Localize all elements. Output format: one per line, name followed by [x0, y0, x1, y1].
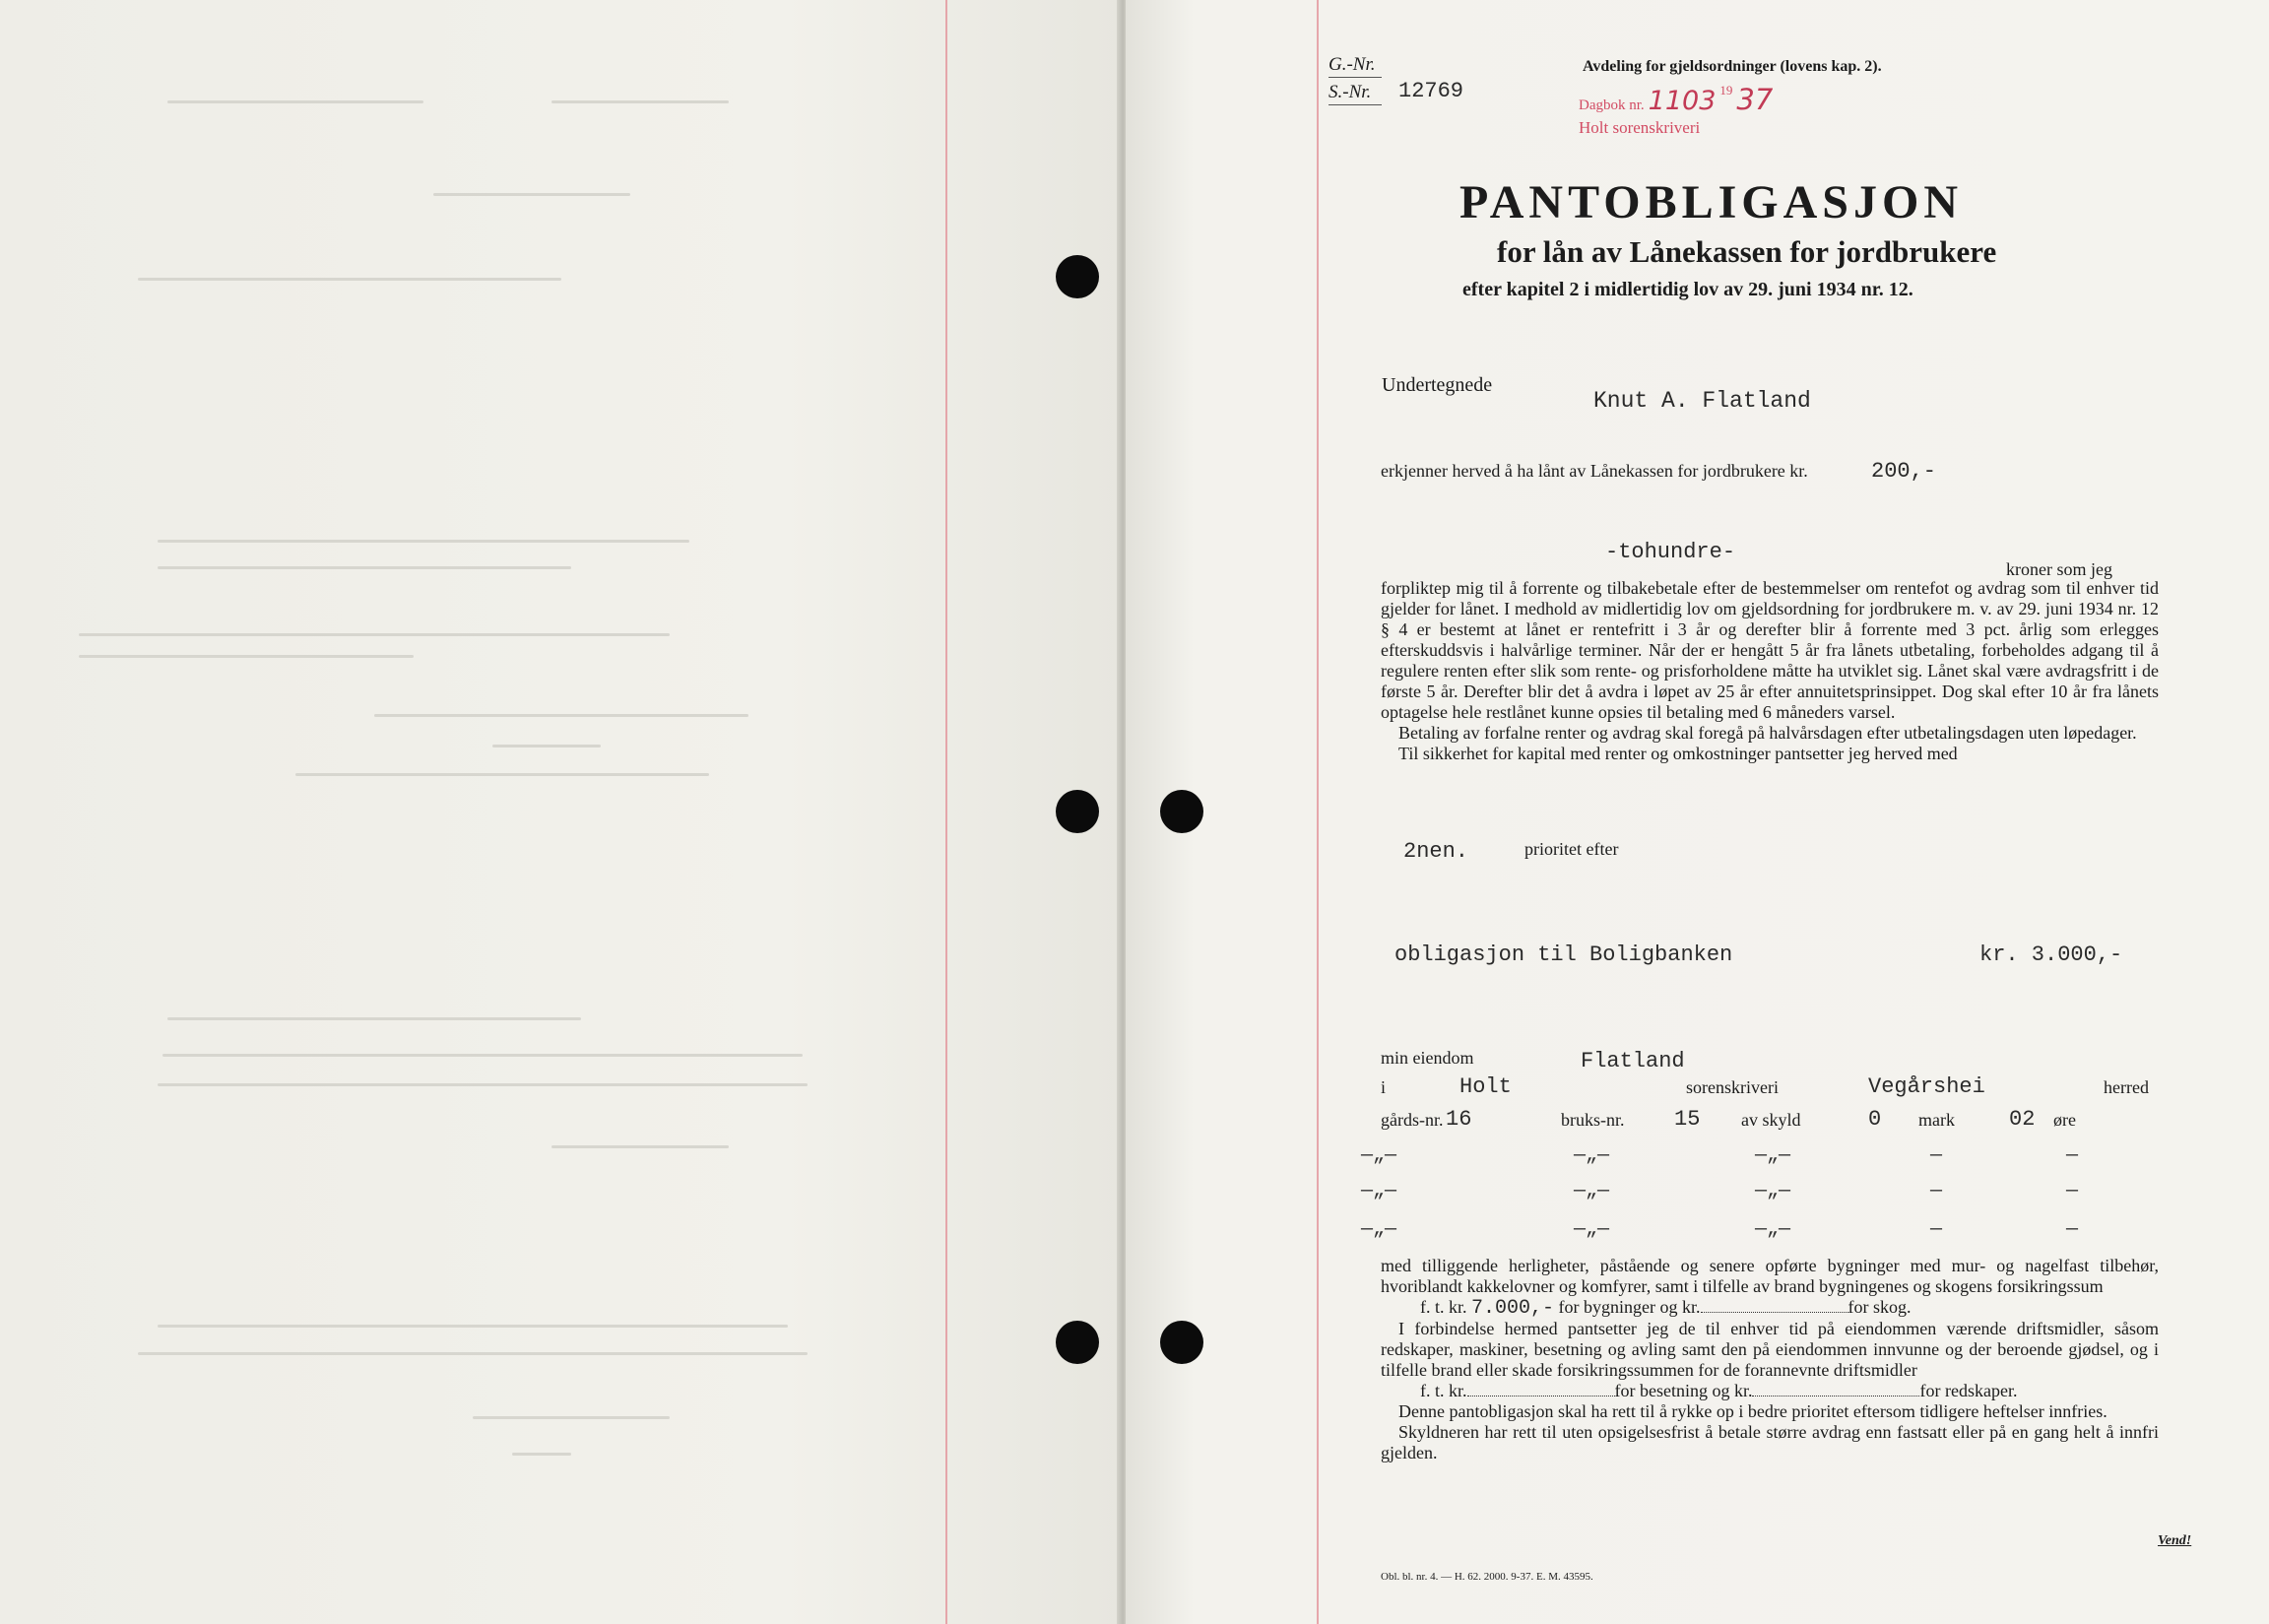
loan-amount: 200,- [1871, 459, 1937, 484]
dagbok-year-prefix: 19 [1719, 83, 1733, 97]
min-eiendom-label: min eiendom [1381, 1048, 1474, 1068]
s-nr-underline [1329, 104, 1382, 105]
mark-label: mark [1918, 1110, 1955, 1130]
debtor-name: Knut A. Flatland [1593, 388, 1811, 414]
dagbok-year: 37 [1736, 83, 1774, 116]
turn-over-note: Vend! [2158, 1533, 2192, 1548]
ft-kr-label: f. t. kr. [1420, 1297, 1467, 1317]
municipality: Vegårshei [1868, 1074, 1985, 1099]
ditto-mark: —„— [1755, 1180, 1791, 1202]
for-redskaper-label: for redskaper. [1919, 1381, 2018, 1400]
for-besetning-label: for besetning og kr. [1614, 1381, 1753, 1400]
ditto-mark: —„— [1361, 1144, 1397, 1167]
insurance-paragraph: med tilliggende herligheter, påstående og senere opførte bygninger med mur- og nagelfast tilbehør, hvoriblandt kakkelovner og komfyrer, samt i tilfelle av brand bygningenes og skogens forsikringssum [1381, 1256, 2159, 1296]
gards-nr-value: 16 [1446, 1107, 1472, 1132]
district: Holt [1459, 1074, 1512, 1099]
ditto-mark: —„— [1574, 1218, 1610, 1241]
ft-kr-label: f. t. kr. [1420, 1381, 1467, 1400]
margin-line [1317, 0, 1319, 1624]
punch-hole [1056, 1321, 1099, 1364]
for-skog-label: for skog. [1848, 1297, 1912, 1317]
print-info: Obl. bl. nr. 4. — H. 62. 2000. 9-37. E. M. 43595. [1381, 1571, 1593, 1583]
loan-statement: erkjenner herved å ha lånt av Lånekassen for jordbrukere kr. [1381, 461, 1808, 481]
bleed-through-text [0, 0, 1121, 1624]
priority-value: 2nen. [1403, 839, 1469, 864]
s-nr-value: 12769 [1398, 79, 1464, 103]
prepayment-paragraph: Skyldneren har rett til uten opsigelsesfrist å betale større avdrag enn fastsatt eller på en gang helt å innfri gjelden. [1381, 1422, 2159, 1462]
priority-paragraph: Denne pantobligasjon skal ha rett til å rykke op i bedre prioritet eftersom tidligere heftelser innfries. [1398, 1401, 2107, 1421]
s-nr-label: S.-Nr. [1329, 82, 1372, 102]
gards-nr-label: gårds-nr. [1381, 1110, 1444, 1130]
equipment-insurance-line [1381, 1381, 2159, 1401]
ditto-mark: — [1930, 1180, 1943, 1202]
ditto-mark: —„— [1361, 1180, 1397, 1202]
building-amount: 7.000,- [1471, 1297, 1555, 1320]
insurance-section [1381, 1256, 2159, 1463]
ditto-mark: — [1930, 1144, 1943, 1167]
punch-hole [1056, 790, 1099, 833]
priority-label: prioritet efter [1524, 839, 1619, 859]
loan-terms [1381, 578, 2159, 764]
office-stamp: Holt sorenskriveri [1579, 118, 1701, 137]
prior-lien-amount: kr. 3.000,- [1979, 942, 2123, 967]
ore-label: øre [2053, 1110, 2076, 1130]
ditto-mark: —„— [1755, 1218, 1791, 1241]
for-bygninger-label: for bygninger og kr. [1558, 1297, 1701, 1317]
dagbok-number: 1103 [1648, 86, 1717, 116]
ditto-mark: — [1930, 1218, 1943, 1241]
ore-value: 02 [2009, 1107, 2036, 1132]
property-name: Flatland [1581, 1049, 1685, 1073]
punch-hole [1160, 1321, 1203, 1364]
loan-amount-words: -tohundre- [1605, 540, 1736, 564]
ditto-mark: — [2066, 1144, 2079, 1167]
equipment-paragraph: I forbindelse hermed pantsetter jeg de til enhver tid på eiendommen værende driftsmidler, såsom redskaper, maskiner, besetning og avling samt den på eiendommen innvunne og der beroende gjødsel, og i tilfelle brand eller skade forsikringssummen for de forannevnte driftsmidler [1381, 1319, 2159, 1380]
bruks-nr-value: 15 [1674, 1107, 1701, 1132]
g-nr-label: G.-Nr. [1329, 54, 1376, 75]
document-legal-basis: efter kapitel 2 i midlertidig lov av 29. juni 1934 nr. 12. [1462, 279, 1913, 300]
department-label: Avdeling for gjeldsordninger (lovens kap. 2). [1583, 58, 1882, 75]
sorenskriveri-label: sorenskriveri [1686, 1077, 1779, 1097]
document-title: PANTOBLIGASJON [1459, 176, 1963, 228]
left-page [0, 0, 1121, 1624]
ditto-mark: —„— [1361, 1218, 1397, 1241]
dagbok-label: Dagbok nr. [1579, 97, 1645, 113]
kroner-text: kroner som jeg [2006, 559, 2112, 579]
skyld-label: av skyld [1741, 1110, 1801, 1130]
punch-hole [1160, 790, 1203, 833]
ditto-mark: — [2066, 1180, 2079, 1202]
ditto-mark: —„— [1574, 1180, 1610, 1202]
ditto-mark: —„— [1574, 1144, 1610, 1167]
building-insurance-line [1381, 1297, 2159, 1319]
ditto-mark: — [2066, 1218, 2079, 1241]
prior-lien-description: obligasjon til Boligbanken [1394, 942, 1733, 967]
i-label: i [1381, 1077, 1387, 1097]
mark-value: 0 [1868, 1107, 1882, 1132]
payment-paragraph: Betaling av forfalne renter og avdrag skal foregå på halvårsdagen efter utbetalingsdagen uten løpedager. [1398, 723, 2137, 743]
terms-paragraph: forpliktер mig til å forrente og tilbakebetale efter de bestemmelser om rentefot og avdrag som til enhver tid gjelder for lånet. I medhold av midlertidig lov om gjeldsordning for jordbrukere m. v. av 29. juni 1934 nr. 12 § 4 er bestemt at lånet er rentefritt i 3 år og derefter blir å forrente med 3 pct. årlig som erlegges efterskuddsvis i halvårlige terminer. Når der er hengått 5 år fra lånets utbetaling, forbeholdes adgang til å regulere renten efter slik som rente- og prisforholdene måtte ha utviklet sig. Lånet skal være avdragsfritt i de første 5 år. Derefter blir det å avdra i løpet av 25 år efter annuitetsprinsippet. Dog skal efter 10 år fra lånets optagelse hele restlånet kunne opsies til betaling med 6 måneders varsel. [1381, 578, 2159, 722]
ditto-mark: —„— [1755, 1144, 1791, 1167]
security-paragraph: Til sikkerhet for kapital med renter og omkostninger pantsetter jeg herved med [1398, 744, 1958, 763]
herred-label: herred [2104, 1077, 2149, 1097]
document-subtitle: for lån av Lånekassen for jordbrukere [1497, 234, 1997, 269]
punch-hole [1056, 255, 1099, 298]
bruks-nr-label: bruks-nr. [1561, 1110, 1625, 1130]
margin-line [945, 0, 947, 1624]
dagbok-stamp [1579, 83, 1773, 116]
debtor-label: Undertegnede [1382, 374, 1493, 396]
g-nr-underline [1329, 77, 1382, 78]
